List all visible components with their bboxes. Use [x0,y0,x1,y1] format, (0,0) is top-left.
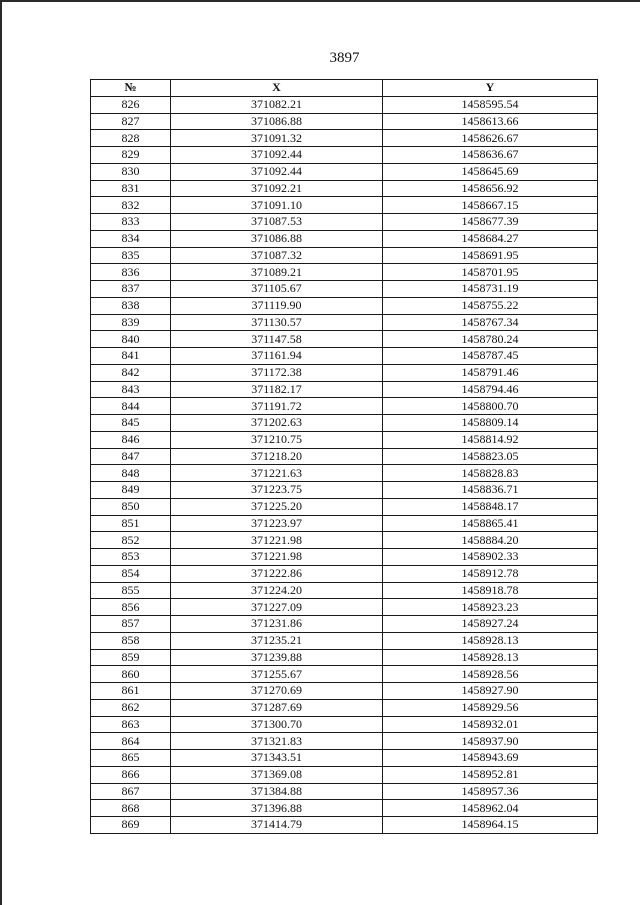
cell-x: 371086.88 [171,113,383,130]
cell-x: 371223.75 [171,482,383,499]
cell-x: 371231.86 [171,616,383,633]
cell-y: 1458836.71 [383,482,598,499]
table-row [91,314,598,331]
cell-number: 863 [91,716,171,733]
cell-number: 852 [91,532,171,549]
cell-y: 1458928.56 [383,666,598,683]
table-header-row [91,80,598,97]
cell-y: 1458828.83 [383,465,598,482]
cell-y: 1458823.05 [383,448,598,465]
cell-y: 1458932.01 [383,716,598,733]
cell-number: 832 [91,197,171,214]
cell-x: 371221.98 [171,549,383,566]
cell-number: 843 [91,381,171,398]
page-top-edge [0,0,640,2]
table-row [91,364,598,381]
cell-y: 1458964.15 [383,817,598,834]
table-row [91,498,598,515]
cell-y: 1458943.69 [383,750,598,767]
cell-y: 1458701.95 [383,264,598,281]
table-row [91,348,598,365]
cell-x: 371087.32 [171,247,383,264]
table-row [91,482,598,499]
table-row [91,147,598,164]
cell-x: 371321.83 [171,733,383,750]
table-row [91,716,598,733]
cell-number: 867 [91,783,171,800]
cell-y: 1458691.95 [383,247,598,264]
cell-number: 838 [91,297,171,314]
cell-y: 1458923.23 [383,599,598,616]
cell-number: 833 [91,214,171,231]
table-row [91,197,598,214]
table-row [91,163,598,180]
cell-x: 371087.53 [171,214,383,231]
cell-number: 864 [91,733,171,750]
cell-x: 371223.97 [171,515,383,532]
cell-x: 371105.67 [171,281,383,298]
cell-x: 371092.44 [171,163,383,180]
table-row [91,465,598,482]
table-row [91,683,598,700]
cell-x: 371082.21 [171,96,383,113]
cell-number: 846 [91,431,171,448]
table-row [91,532,598,549]
cell-number: 831 [91,180,171,197]
cell-number: 848 [91,465,171,482]
cell-y: 1458794.46 [383,381,598,398]
cell-number: 836 [91,264,171,281]
cell-y: 1458962.04 [383,800,598,817]
cell-number: 834 [91,230,171,247]
page-left-edge [0,0,2,905]
cell-x: 371092.44 [171,147,383,164]
cell-number: 845 [91,415,171,432]
cell-x: 371210.75 [171,431,383,448]
cell-number: 847 [91,448,171,465]
table-row [91,431,598,448]
cell-x: 371343.51 [171,750,383,767]
cell-x: 371224.20 [171,582,383,599]
table-row [91,649,598,666]
table-row [91,247,598,264]
cell-x: 371218.20 [171,448,383,465]
table-row [91,415,598,432]
table-row [91,96,598,113]
cell-y: 1458645.69 [383,163,598,180]
cell-y: 1458937.90 [383,733,598,750]
cell-number: 865 [91,750,171,767]
cell-number: 855 [91,582,171,599]
cell-y: 1458626.67 [383,130,598,147]
cell-number: 839 [91,314,171,331]
table-row [91,666,598,683]
table-row [91,214,598,231]
cell-x: 371287.69 [171,699,383,716]
cell-x: 371396.88 [171,800,383,817]
cell-y: 1458787.45 [383,348,598,365]
cell-number: 869 [91,817,171,834]
table-row [91,281,598,298]
cell-x: 371384.88 [171,783,383,800]
table-row [91,230,598,247]
table-row [91,699,598,716]
cell-x: 371202.63 [171,415,383,432]
cell-y: 1458667.15 [383,197,598,214]
cell-y: 1458636.67 [383,147,598,164]
cell-x: 371221.63 [171,465,383,482]
table-body [91,96,598,833]
cell-y: 1458755.22 [383,297,598,314]
cell-y: 1458884.20 [383,532,598,549]
cell-y: 1458800.70 [383,398,598,415]
table-row [91,800,598,817]
cell-number: 827 [91,113,171,130]
cell-y: 1458912.78 [383,565,598,582]
cell-x: 371161.94 [171,348,383,365]
table-row [91,448,598,465]
cell-number: 849 [91,482,171,499]
table-row [91,783,598,800]
cell-x: 371222.86 [171,565,383,582]
cell-y: 1458814.92 [383,431,598,448]
cell-y: 1458595.54 [383,96,598,113]
cell-y: 1458780.24 [383,331,598,348]
cell-number: 844 [91,398,171,415]
cell-y: 1458767.34 [383,314,598,331]
table-row [91,264,598,281]
cell-x: 371092.21 [171,180,383,197]
cell-number: 828 [91,130,171,147]
cell-number: 842 [91,364,171,381]
cell-x: 371091.10 [171,197,383,214]
table-row [91,331,598,348]
cell-number: 866 [91,766,171,783]
cell-y: 1458902.33 [383,549,598,566]
table-row [91,750,598,767]
table-row [91,130,598,147]
table-row [91,565,598,582]
cell-y: 1458918.78 [383,582,598,599]
table-row [91,180,598,197]
table-row [91,733,598,750]
table-row [91,549,598,566]
cell-y: 1458791.46 [383,364,598,381]
cell-y: 1458809.14 [383,415,598,432]
table-row [91,398,598,415]
cell-y: 1458656.92 [383,180,598,197]
cell-number: 861 [91,683,171,700]
cell-y: 1458927.90 [383,683,598,700]
cell-number: 858 [91,632,171,649]
cell-y: 1458952.81 [383,766,598,783]
cell-number: 853 [91,549,171,566]
cell-number: 857 [91,616,171,633]
table-row [91,113,598,130]
cell-x: 371089.21 [171,264,383,281]
table-row [91,766,598,783]
cell-number: 854 [91,565,171,582]
cell-x: 371172.38 [171,364,383,381]
cell-x: 371225.20 [171,498,383,515]
table-row [91,632,598,649]
cell-x: 371227.09 [171,599,383,616]
cell-x: 371300.70 [171,716,383,733]
cell-number: 851 [91,515,171,532]
cell-x: 371119.90 [171,297,383,314]
table-row [91,515,598,532]
cell-number: 829 [91,147,171,164]
table-row [91,381,598,398]
cell-x: 371147.58 [171,331,383,348]
header-x: X [171,80,383,97]
cell-y: 1458677.39 [383,214,598,231]
cell-y: 1458865.41 [383,515,598,532]
table-row [91,616,598,633]
cell-y: 1458848.17 [383,498,598,515]
cell-number: 868 [91,800,171,817]
cell-number: 862 [91,699,171,716]
cell-number: 837 [91,281,171,298]
cell-y: 1458928.13 [383,632,598,649]
cell-y: 1458928.13 [383,649,598,666]
cell-number: 826 [91,96,171,113]
cell-number: 830 [91,163,171,180]
cell-x: 371369.08 [171,766,383,783]
page-number: 3897 [329,50,360,66]
cell-x: 371235.21 [171,632,383,649]
cell-x: 371255.67 [171,666,383,683]
cell-y: 1458957.36 [383,783,598,800]
table-row [91,599,598,616]
cell-number: 860 [91,666,171,683]
cell-number: 850 [91,498,171,515]
cell-x: 371239.88 [171,649,383,666]
cell-x: 371270.69 [171,683,383,700]
table-row [91,297,598,314]
cell-x: 371091.32 [171,130,383,147]
cell-y: 1458927.24 [383,616,598,633]
cell-x: 371191.72 [171,398,383,415]
header-y: Y [383,80,598,97]
cell-x: 371086.88 [171,230,383,247]
cell-x: 371221.98 [171,532,383,549]
cell-y: 1458684.27 [383,230,598,247]
cell-number: 856 [91,599,171,616]
coordinates-table [90,79,598,834]
cell-x: 371414.79 [171,817,383,834]
cell-number: 835 [91,247,171,264]
cell-number: 841 [91,348,171,365]
header-number: № [91,80,171,97]
cell-number: 840 [91,331,171,348]
cell-y: 1458929.56 [383,699,598,716]
cell-number: 859 [91,649,171,666]
cell-x: 371130.57 [171,314,383,331]
cell-y: 1458613.66 [383,113,598,130]
table-row [91,582,598,599]
table-row [91,817,598,834]
cell-x: 371182.17 [171,381,383,398]
cell-y: 1458731.19 [383,281,598,298]
